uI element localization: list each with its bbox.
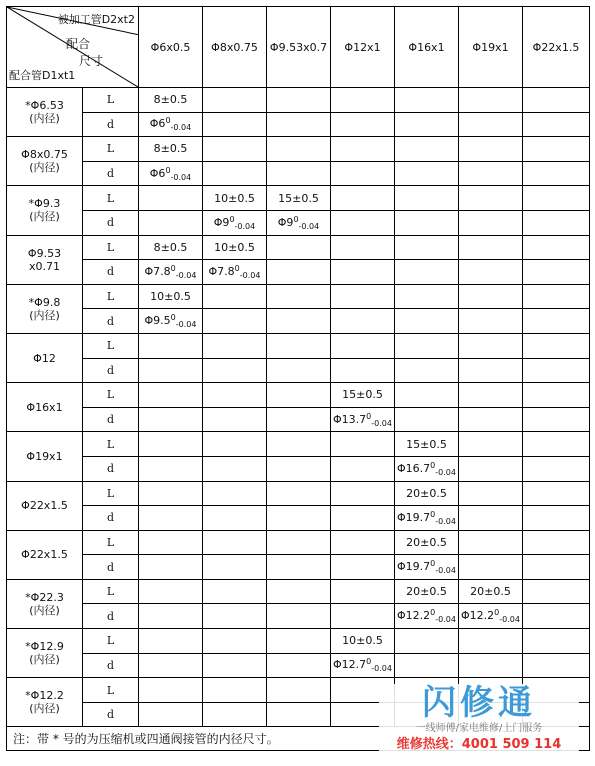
diameter-base: Φ6: [149, 117, 166, 131]
table-row: [7, 284, 590, 309]
watermark-hotline: 维修热线：4001 509 114: [396, 737, 562, 752]
length-value-cell: [203, 284, 267, 309]
length-value-cell: [267, 530, 331, 555]
diameter-value-cell: [395, 653, 459, 678]
length-value-cell: [523, 88, 590, 113]
diameter-value-cell: [139, 604, 203, 629]
length-value-cell: 15±0.5: [267, 186, 331, 211]
length-value-cell: [139, 383, 203, 408]
diameter-base: Φ13.7: [333, 412, 367, 426]
length-value-cell: [139, 432, 203, 457]
diameter-value-cell: [203, 309, 267, 334]
diameter-value-cell: [523, 358, 590, 383]
diameter-value-cell: [267, 506, 331, 531]
length-value-cell: [139, 333, 203, 358]
length-value-cell: [331, 432, 395, 457]
table-row: [7, 88, 590, 113]
diameter-base: Φ7.8: [144, 264, 171, 278]
diameter-value-cell: [523, 555, 590, 580]
diameter-value-cell: [267, 260, 331, 285]
tolerance-upper: 0: [430, 559, 436, 569]
table-row: [7, 530, 590, 555]
length-value-cell: [523, 383, 590, 408]
pipe-size-cell: *Φ12.2 (内径): [7, 678, 83, 727]
length-value-cell: [395, 284, 459, 309]
pipe-size-cell: *Φ12.9 (内径): [7, 629, 83, 678]
diameter-value-cell: [523, 161, 590, 186]
length-value-cell: 20±0.5: [395, 579, 459, 604]
length-value-cell: 8±0.5: [139, 235, 203, 260]
length-value-cell: [523, 284, 590, 309]
length-value-cell: [331, 235, 395, 260]
diameter-value-cell: [523, 260, 590, 285]
pipe-size-cell: Φ16x1: [7, 383, 83, 432]
diameter-value-cell: [459, 210, 523, 235]
tolerance-lower: -0.04: [435, 615, 456, 625]
header-row: [7, 7, 590, 88]
diameter-value-cell: [331, 358, 395, 383]
tolerance-upper: 0: [494, 608, 500, 618]
diameter-value-cell: [459, 407, 523, 432]
diameter-label: d: [83, 112, 139, 137]
table-row: [7, 555, 590, 580]
diameter-value-cell: [331, 161, 395, 186]
length-value-cell: [267, 284, 331, 309]
length-value-cell: [331, 579, 395, 604]
table-row: [7, 235, 590, 260]
diameter-value-cell: [203, 260, 267, 285]
pipe-size-cell: Φ9.53 x0.71: [7, 235, 83, 284]
length-value-cell: [203, 629, 267, 654]
length-value-cell: 8±0.5: [139, 88, 203, 113]
table-row: [7, 260, 590, 285]
length-value-cell: [523, 186, 590, 211]
diameter-label: d: [83, 456, 139, 481]
diameter-value-cell: [459, 161, 523, 186]
table-row: [7, 210, 590, 235]
diameter-base: Φ9: [277, 215, 294, 229]
diameter-value-cell: [203, 358, 267, 383]
table-row: [7, 407, 590, 432]
length-value-cell: [203, 333, 267, 358]
length-value-cell: [459, 284, 523, 309]
diameter-value-cell: [203, 604, 267, 629]
table-row: [7, 161, 590, 186]
diameter-value-cell: [331, 112, 395, 137]
table-row: [7, 481, 590, 506]
diameter-value-cell: [139, 653, 203, 678]
diameter-value-cell: [203, 210, 267, 235]
tolerance-lower: -0.04: [170, 172, 192, 182]
length-value-cell: [331, 284, 395, 309]
length-value-cell: [203, 530, 267, 555]
diameter-label: d: [83, 210, 139, 235]
diameter-value-cell: [331, 456, 395, 481]
diameter-value-cell: [139, 407, 203, 432]
diameter-label: d: [83, 555, 139, 580]
diameter-value-cell: [395, 456, 459, 481]
diameter-value-cell: [523, 112, 590, 137]
length-value-cell: [459, 137, 523, 162]
table-row: [7, 333, 590, 358]
length-value-cell: 20±0.5: [395, 530, 459, 555]
tolerance-lower: -0.04: [435, 516, 456, 526]
length-label: L: [83, 186, 139, 211]
watermark-logo: [379, 684, 579, 758]
pipe-size-cell: Φ12: [7, 333, 83, 382]
tolerance-upper: 0: [366, 411, 372, 421]
length-value-cell: [395, 333, 459, 358]
diameter-value-cell: [203, 407, 267, 432]
length-value-cell: [203, 88, 267, 113]
diameter-value-cell: [203, 161, 267, 186]
diameter-label: d: [83, 604, 139, 629]
length-value-cell: [459, 629, 523, 654]
length-label: L: [83, 678, 139, 703]
diameter-base: Φ6: [149, 166, 166, 180]
diameter-value-cell: [267, 702, 331, 727]
length-value-cell: [523, 235, 590, 260]
length-value-cell: [459, 235, 523, 260]
length-value-cell: [331, 88, 395, 113]
corner-fit-label: 配合: [66, 37, 91, 51]
length-value-cell: 10±0.5: [139, 284, 203, 309]
diameter-value-cell: [459, 358, 523, 383]
corner-mating-pipe-label: 配合管D1xt1: [9, 69, 76, 82]
diameter-value-cell: [395, 112, 459, 137]
pipe-size-cell: *Φ9.8 (内径): [7, 284, 83, 333]
diameter-value-cell: [139, 260, 203, 285]
diameter-value-cell: [139, 309, 203, 334]
diameter-value-cell: [267, 604, 331, 629]
diameter-label: d: [83, 161, 139, 186]
diameter-label: d: [83, 260, 139, 285]
diameter-value-cell: [267, 161, 331, 186]
column-header: Φ8x0.75: [203, 7, 267, 88]
length-value-cell: [459, 88, 523, 113]
diameter-value-cell: [267, 210, 331, 235]
diameter-base: Φ16.7: [397, 461, 431, 475]
diameter-value-cell: [523, 456, 590, 481]
column-header: Φ16x1: [395, 7, 459, 88]
tolerance-lower: -0.04: [371, 418, 392, 428]
length-value-cell: [395, 383, 459, 408]
table-row: [7, 432, 590, 457]
length-value-cell: [203, 481, 267, 506]
diameter-value-cell: [523, 506, 590, 531]
table-row: [7, 186, 590, 211]
watermark-slogan: 一线师傅/家电维修/上门服务: [415, 723, 543, 734]
length-value-cell: [139, 481, 203, 506]
diameter-value-cell: [203, 702, 267, 727]
diameter-label: d: [83, 702, 139, 727]
length-value-cell: [523, 333, 590, 358]
length-label: L: [83, 481, 139, 506]
table-row: [7, 579, 590, 604]
length-value-cell: [267, 333, 331, 358]
length-value-cell: 15±0.5: [395, 432, 459, 457]
tolerance-lower: -0.04: [371, 664, 392, 674]
diameter-value-cell: [395, 555, 459, 580]
length-value-cell: [395, 137, 459, 162]
length-value-cell: [331, 137, 395, 162]
length-value-cell: [203, 137, 267, 162]
diameter-value-cell: [203, 653, 267, 678]
length-value-cell: [331, 186, 395, 211]
table-row: [7, 653, 590, 678]
tolerance-lower: -0.04: [175, 320, 197, 330]
column-header: Φ6x0.5: [139, 7, 203, 88]
length-value-cell: [459, 333, 523, 358]
length-value-cell: 20±0.5: [395, 481, 459, 506]
length-value-cell: [203, 383, 267, 408]
length-value-cell: [459, 383, 523, 408]
diameter-base: Φ12.7: [333, 658, 367, 672]
diameter-base: Φ9.5: [144, 314, 171, 328]
diameter-value-cell: [139, 112, 203, 137]
tolerance-upper: 0: [165, 165, 171, 175]
length-value-cell: 10±0.5: [203, 235, 267, 260]
length-value-cell: 8±0.5: [139, 137, 203, 162]
diameter-base: Φ19.7: [397, 510, 431, 524]
diameter-value-cell: [395, 210, 459, 235]
length-value-cell: [267, 235, 331, 260]
length-value-cell: [331, 530, 395, 555]
length-value-cell: [139, 186, 203, 211]
tolerance-lower: -0.04: [175, 270, 197, 280]
tolerance-upper: 0: [430, 460, 436, 470]
table-row: [7, 358, 590, 383]
tolerance-lower: -0.04: [234, 221, 256, 231]
column-header: Φ9.53x0.7: [267, 7, 331, 88]
length-value-cell: [267, 88, 331, 113]
diameter-value-cell: [267, 358, 331, 383]
diameter-label: d: [83, 358, 139, 383]
diameter-value-cell: [523, 653, 590, 678]
length-value-cell: [523, 481, 590, 506]
diameter-value-cell: [395, 260, 459, 285]
tolerance-upper: 0: [430, 608, 436, 618]
table-row: [7, 604, 590, 629]
length-value-cell: [267, 137, 331, 162]
diameter-value-cell: [331, 407, 395, 432]
length-label: L: [83, 383, 139, 408]
column-header: Φ22x1.5: [523, 7, 590, 88]
length-value-cell: [139, 629, 203, 654]
diameter-value-cell: [523, 210, 590, 235]
diameter-value-cell: [395, 358, 459, 383]
length-value-cell: [395, 186, 459, 211]
length-label: L: [83, 333, 139, 358]
diameter-base: Φ12.2: [461, 609, 495, 623]
spec-table: [6, 6, 590, 751]
diameter-value-cell: [523, 604, 590, 629]
length-value-cell: 15±0.5: [331, 383, 395, 408]
length-value-cell: [395, 88, 459, 113]
diameter-value-cell: [267, 653, 331, 678]
diameter-value-cell: [459, 506, 523, 531]
diameter-value-cell: [395, 407, 459, 432]
footnote: 注：带 * 号的为压缩机或四通阀接管的内径尺寸。: [7, 727, 590, 751]
corner-size-label: 尺寸: [79, 54, 104, 68]
pipe-size-cell: *Φ9.3 (内径): [7, 186, 83, 235]
length-value-cell: [459, 186, 523, 211]
pipe-size-cell: *Φ6.53 (内径): [7, 88, 83, 137]
length-value-cell: [139, 530, 203, 555]
length-value-cell: [267, 579, 331, 604]
tolerance-upper: 0: [170, 313, 176, 323]
length-value-cell: [203, 432, 267, 457]
table-row: [7, 112, 590, 137]
length-value-cell: [139, 579, 203, 604]
pipe-size-cell: Φ8x0.75 (内径): [7, 137, 83, 186]
length-value-cell: [203, 678, 267, 703]
length-value-cell: [395, 235, 459, 260]
diameter-label: d: [83, 653, 139, 678]
diameter-value-cell: [395, 604, 459, 629]
length-label: L: [83, 235, 139, 260]
length-value-cell: [459, 530, 523, 555]
tolerance-lower: -0.04: [435, 467, 456, 477]
diameter-value-cell: [139, 555, 203, 580]
tolerance-upper: 0: [430, 509, 436, 519]
diameter-value-cell: [139, 702, 203, 727]
diameter-label: d: [83, 309, 139, 334]
tolerance-lower: -0.04: [298, 221, 320, 231]
diameter-value-cell: [331, 309, 395, 334]
diameter-base: Φ9: [213, 215, 230, 229]
length-value-cell: [267, 481, 331, 506]
length-value-cell: [267, 383, 331, 408]
length-value-cell: [139, 678, 203, 703]
diameter-value-cell: [395, 309, 459, 334]
length-value-cell: [267, 432, 331, 457]
diameter-value-cell: [459, 309, 523, 334]
diameter-value-cell: [267, 309, 331, 334]
length-label: L: [83, 629, 139, 654]
length-label: L: [83, 284, 139, 309]
diameter-value-cell: [459, 260, 523, 285]
length-value-cell: [523, 579, 590, 604]
length-value-cell: [267, 678, 331, 703]
column-header: Φ19x1: [459, 7, 523, 88]
tolerance-lower: -0.04: [170, 123, 192, 133]
diameter-value-cell: [331, 604, 395, 629]
length-value-cell: [523, 530, 590, 555]
diameter-value-cell: [459, 112, 523, 137]
diameter-value-cell: [267, 407, 331, 432]
diameter-value-cell: [139, 456, 203, 481]
tolerance-upper: 0: [165, 116, 171, 126]
diameter-value-cell: [139, 506, 203, 531]
diameter-value-cell: [203, 112, 267, 137]
length-value-cell: [523, 432, 590, 457]
pipe-size-cell: *Φ22.3 (内径): [7, 579, 83, 628]
table-row: [7, 456, 590, 481]
tolerance-upper: 0: [234, 263, 240, 273]
watermark-brand: 闪修通: [422, 683, 536, 723]
length-label: L: [83, 530, 139, 555]
length-label: L: [83, 88, 139, 113]
diameter-value-cell: [139, 358, 203, 383]
diameter-value-cell: [331, 653, 395, 678]
diameter-value-cell: [203, 506, 267, 531]
length-value-cell: [331, 481, 395, 506]
tolerance-lower: -0.04: [435, 566, 456, 576]
length-value-cell: [395, 629, 459, 654]
length-label: L: [83, 137, 139, 162]
tolerance-upper: 0: [366, 657, 372, 667]
diameter-value-cell: [331, 210, 395, 235]
table-row: [7, 629, 590, 654]
column-header: Φ12x1: [331, 7, 395, 88]
length-value-cell: [523, 137, 590, 162]
length-value-cell: 10±0.5: [331, 629, 395, 654]
diameter-value-cell: [203, 555, 267, 580]
length-value-cell: [459, 481, 523, 506]
diameter-value-cell: [523, 309, 590, 334]
length-value-cell: [459, 432, 523, 457]
diameter-value-cell: [395, 506, 459, 531]
pipe-size-cell: Φ19x1: [7, 432, 83, 481]
table-row: [7, 309, 590, 334]
diameter-base: Φ19.7: [397, 560, 431, 574]
diameter-value-cell: [139, 161, 203, 186]
diameter-label: d: [83, 407, 139, 432]
diameter-base: Φ12.2: [397, 609, 431, 623]
diameter-value-cell: [459, 604, 523, 629]
diameter-value-cell: [523, 407, 590, 432]
length-value-cell: [203, 579, 267, 604]
diameter-label: d: [83, 506, 139, 531]
diameter-value-cell: [267, 456, 331, 481]
tolerance-lower: -0.04: [499, 615, 520, 625]
tolerance-upper: 0: [229, 214, 235, 224]
diameter-value-cell: [459, 555, 523, 580]
length-value-cell: [267, 629, 331, 654]
length-value-cell: 20±0.5: [459, 579, 523, 604]
diameter-value-cell: [203, 456, 267, 481]
diameter-value-cell: [331, 506, 395, 531]
diameter-base: Φ7.8: [208, 264, 235, 278]
pipe-size-cell: Φ22x1.5: [7, 530, 83, 579]
diameter-value-cell: [459, 653, 523, 678]
diameter-value-cell: [395, 161, 459, 186]
length-value-cell: 10±0.5: [203, 186, 267, 211]
pipe-size-cell: Φ22x1.5: [7, 481, 83, 530]
length-label: L: [83, 432, 139, 457]
corner-processed-pipe-label: 被加工管D2xt2: [57, 13, 135, 26]
length-value-cell: [523, 629, 590, 654]
table-row: [7, 137, 590, 162]
diameter-value-cell: [139, 210, 203, 235]
diameter-value-cell: [331, 260, 395, 285]
corner-header-cell: [7, 7, 139, 88]
tolerance-lower: -0.04: [239, 270, 261, 280]
tolerance-upper: 0: [170, 263, 176, 273]
table-row: [7, 506, 590, 531]
diameter-value-cell: [267, 555, 331, 580]
tolerance-upper: 0: [293, 214, 299, 224]
table-row: [7, 383, 590, 408]
diameter-value-cell: [331, 555, 395, 580]
length-label: L: [83, 579, 139, 604]
diameter-value-cell: [267, 112, 331, 137]
diameter-value-cell: [459, 456, 523, 481]
length-value-cell: [331, 333, 395, 358]
